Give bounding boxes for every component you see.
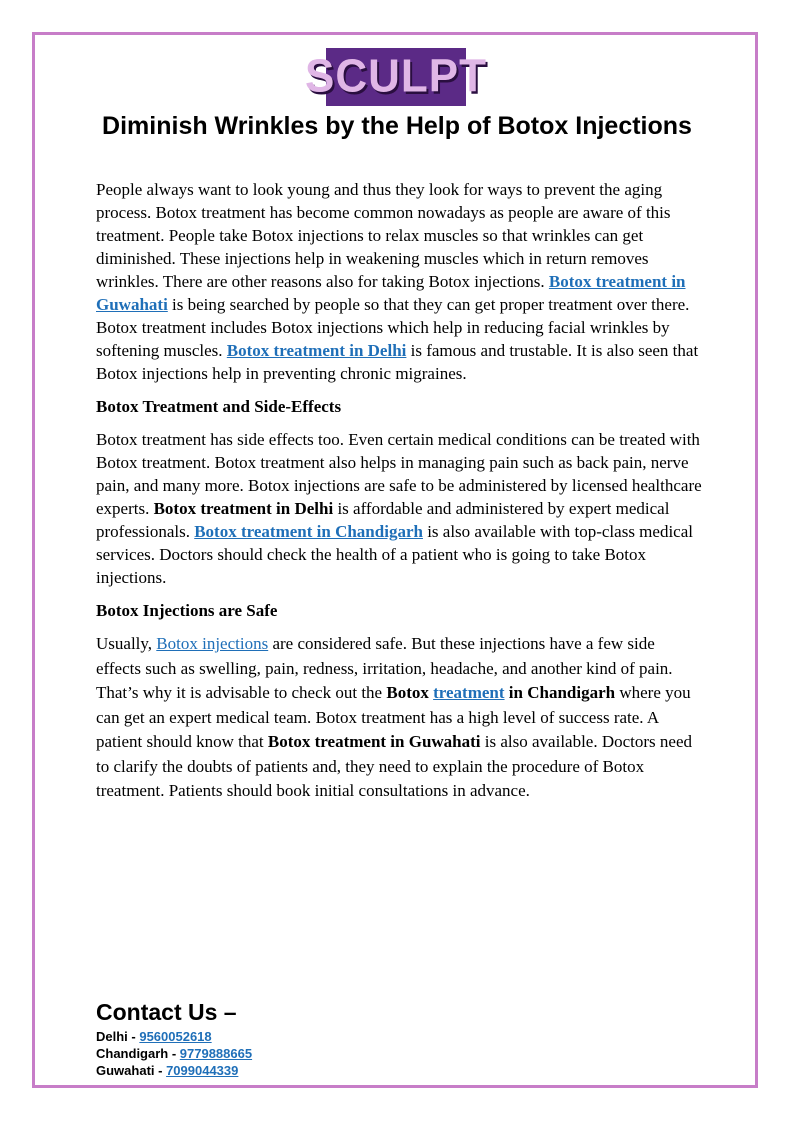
- section1-heading: Botox Treatment and Side-Effects: [96, 397, 342, 416]
- contact-row-guwahati: [96, 1062, 496, 1079]
- section2-bold-1: Botox: [386, 683, 429, 702]
- section1-text-3: is also available with top-class medical services. Doctors should check the health of a patient who is going to take Botox injections.: [96, 522, 693, 587]
- intro-text-1: People always want to look young and thus they look for ways to prevent the aging process. Botox treatment has become common nowadays as people are aware of this treatment. People take Botox injections to relax muscles so that wrinkles can get diminished. These injections help in weakening muscles which in return removes wrinkles. There are other reasons also for taking Botox injections.: [96, 180, 671, 291]
- contact-city: Chandigarh -: [96, 1046, 180, 1061]
- contact-city: Delhi -: [96, 1029, 140, 1044]
- botox-guwahati-link[interactable]: Botox treatment in Guwahati: [96, 272, 686, 314]
- section1-bold-1: Botox treatment in Delhi: [153, 499, 334, 518]
- section2-heading: Botox Injections are Safe: [96, 601, 278, 620]
- sculpt-logo: [305, 48, 487, 106]
- chandigarh-phone-link[interactable]: 9779888665: [179, 1046, 253, 1061]
- contact-city: Guwahati -: [96, 1063, 167, 1078]
- section2-text-4: is also available. Doctors need to clarify the doubts of patients and, they need to explain the procedure of Botox treatment. Patients should book initial consultations in advance.: [96, 732, 693, 800]
- botox-chandigarh-link[interactable]: Botox treatment in Chandigarh: [194, 522, 423, 541]
- treatment-link[interactable]: treatment: [433, 683, 505, 702]
- intro-paragraph: [96, 178, 704, 385]
- guwahati-phone-link[interactable]: 7099044339: [166, 1063, 239, 1078]
- article-body: [96, 178, 704, 814]
- section1-text-2: is affordable and administered by expert medical professionals.: [96, 499, 670, 541]
- section2-text-3: where you can get an expert medical team. Botox treatment has a high level of success rate. A patient should know that: [96, 683, 691, 751]
- section2-bold-3: Botox treatment in Guwahati: [267, 732, 481, 751]
- contact-row-chandigarh: [96, 1045, 496, 1062]
- contact-row-delhi: [96, 1028, 496, 1045]
- section2-bold-2: in Chandigarh: [508, 683, 616, 702]
- section2-paragraph: [96, 632, 704, 804]
- contact-heading: Contact Us –: [96, 999, 237, 1025]
- delhi-phone-link[interactable]: 9560052618: [139, 1029, 212, 1044]
- page-title: Diminish Wrinkles by the Help of Botox Injections: [102, 112, 692, 140]
- intro-text-2: is being searched by people so that they can get proper treatment over there. Botox treatment includes Botox injections which help in reducing facial wrinkles by softening muscles.: [96, 295, 690, 360]
- contact-section: [96, 996, 496, 1079]
- section2-text-2: are considered safe. But these injections have a few side effects such as swelling, pain, redness, irritation, headache, and another kind of pain. That’s why it is advisable to check out the: [96, 634, 673, 702]
- botox-delhi-link[interactable]: Botox treatment in Delhi: [226, 341, 407, 360]
- intro-text-3: is famous and trustable. It is also seen that Botox injections help in preventing chronic migraines.: [96, 341, 699, 383]
- logo-text: SCULPT: [305, 50, 487, 103]
- botox-injections-link[interactable]: Botox injections: [156, 634, 269, 653]
- section2-text-1: Usually,: [96, 634, 157, 653]
- section1-text-1: Botox treatment has side effects too. Even certain medical conditions can be treated with Botox treatment. Botox treatment also helps in managing pain such as back pain, nerve pain, and many more. Botox injections are safe to be administered by licensed healthcare experts.: [96, 430, 702, 518]
- section1-paragraph: [96, 428, 704, 589]
